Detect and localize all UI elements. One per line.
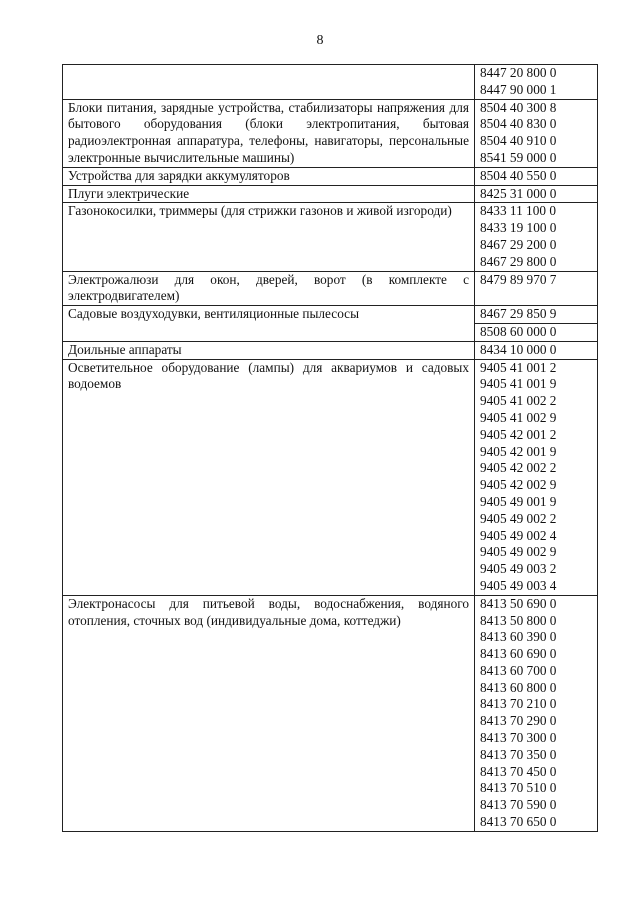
tnved-code: 8413 60 700 0 — [480, 662, 557, 678]
tnved-code: 8467 29 200 0 — [480, 236, 557, 252]
tnved-code: 9405 49 002 9 — [480, 544, 557, 560]
row-description: Осветительное оборудование (лампы) для аквариумов и садовых водоемов — [63, 359, 475, 595]
row-description: Доильные аппараты — [63, 341, 475, 359]
tnved-code: 8413 70 350 0 — [480, 746, 557, 762]
row-codes — [475, 65, 598, 100]
tnved-code: 8433 11 100 0 — [480, 203, 556, 219]
tnved-code: 8479 89 970 7 — [480, 271, 557, 287]
tnved-code: 8413 70 450 0 — [480, 763, 557, 779]
tnved-code: 8541 59 000 0 — [480, 149, 557, 165]
tnved-code: 8447 90 000 1 — [480, 81, 557, 97]
tnved-code: 9405 49 003 2 — [480, 561, 557, 577]
row-codes — [475, 203, 598, 271]
tnved-code: 8413 70 590 0 — [480, 797, 557, 813]
table-row — [63, 595, 598, 831]
tnved-code: 8504 40 550 0 — [480, 167, 557, 183]
tnved-code: 8504 40 300 8 — [480, 99, 557, 115]
tnved-code: 9405 41 001 9 — [480, 376, 557, 392]
tnved-code: 9405 41 001 2 — [480, 359, 557, 375]
row-codes — [475, 167, 598, 185]
table-row — [63, 203, 598, 271]
tnved-code: 8433 19 100 0 — [480, 220, 557, 236]
tnved-code: 8413 70 510 0 — [480, 780, 557, 796]
row-description: Плуги электрические — [63, 185, 475, 203]
tnved-code: 9405 49 003 4 — [480, 577, 557, 593]
tnved-code: 8413 50 690 0 — [480, 595, 557, 611]
tnved-code: 8413 70 290 0 — [480, 713, 557, 729]
tnved-code: 8447 20 800 0 — [480, 65, 557, 80]
table-row — [63, 359, 598, 595]
table-row — [63, 306, 598, 342]
tnved-code: 9405 42 001 2 — [480, 426, 557, 442]
row-codes — [475, 271, 598, 306]
product-code-table — [62, 64, 598, 832]
tnved-code: 9405 42 002 9 — [480, 477, 557, 493]
tnved-code: 8413 60 390 0 — [480, 629, 557, 645]
tnved-code: 9405 41 002 9 — [480, 409, 557, 425]
table-row — [63, 271, 598, 306]
row-codes — [475, 595, 598, 831]
tnved-code: 9405 49 002 4 — [480, 527, 557, 543]
table-row — [63, 185, 598, 203]
row-codes — [475, 185, 598, 203]
tnved-code: 8504 40 830 0 — [480, 116, 557, 132]
tnved-code: 8413 60 690 0 — [480, 646, 557, 662]
table-row — [63, 65, 598, 100]
row-description: Электрожалюзи для окон, дверей, ворот (в комплекте с электродвигателем) — [63, 271, 475, 306]
tnved-code: 8425 31 000 0 — [480, 185, 557, 201]
tnved-code: 8434 10 000 0 — [480, 341, 557, 357]
row-description: Газонокосилки, триммеры (для стрижки газонов и живой изгороди) — [63, 203, 475, 271]
row-codes — [475, 99, 598, 167]
tnved-code: 8467 29 850 9 — [480, 306, 557, 322]
tnved-code: 9405 42 001 9 — [480, 443, 557, 459]
tnved-code: 8413 50 800 0 — [480, 612, 557, 628]
tnved-code: 8413 60 800 0 — [480, 679, 557, 695]
tnved-code: 9405 41 002 2 — [480, 393, 557, 409]
tnved-code: 8413 70 300 0 — [480, 730, 557, 746]
row-codes — [475, 359, 598, 595]
tnved-code: 8504 40 910 0 — [480, 133, 557, 149]
tnved-code: 8413 70 210 0 — [480, 696, 557, 712]
tnved-code: 8508 60 000 0 — [474, 323, 597, 341]
page-number: 8 — [316, 33, 324, 48]
row-codes — [475, 306, 598, 342]
tnved-code: 9405 42 002 2 — [480, 460, 557, 476]
row-description: Блоки питания, зарядные устройства, стабилизаторы напряжения для бытового оборудования (блоки электропитания, бытовая радиоэлектронная аппаратура, телефоны, навигаторы, персональные электронные вычислительные машины) — [63, 99, 475, 167]
table-row — [63, 99, 598, 167]
table-row — [63, 167, 598, 185]
row-description: Садовые воздуходувки, вентиляционные пылесосы — [63, 306, 475, 342]
row-description: Электронасосы для питьевой воды, водоснабжения, водяного отопления, сточных вод (индивидуальные дома, коттеджи) — [63, 595, 475, 831]
row-description — [63, 65, 475, 100]
table-row — [63, 341, 598, 359]
tnved-code: 9405 49 001 9 — [480, 493, 557, 509]
row-codes — [475, 341, 598, 359]
row-description: Устройства для зарядки аккумуляторов — [63, 167, 475, 185]
tnved-code: 8413 70 650 0 — [480, 814, 557, 830]
tnved-code: 9405 49 002 2 — [480, 510, 557, 526]
tnved-code: 8467 29 800 0 — [480, 253, 557, 269]
